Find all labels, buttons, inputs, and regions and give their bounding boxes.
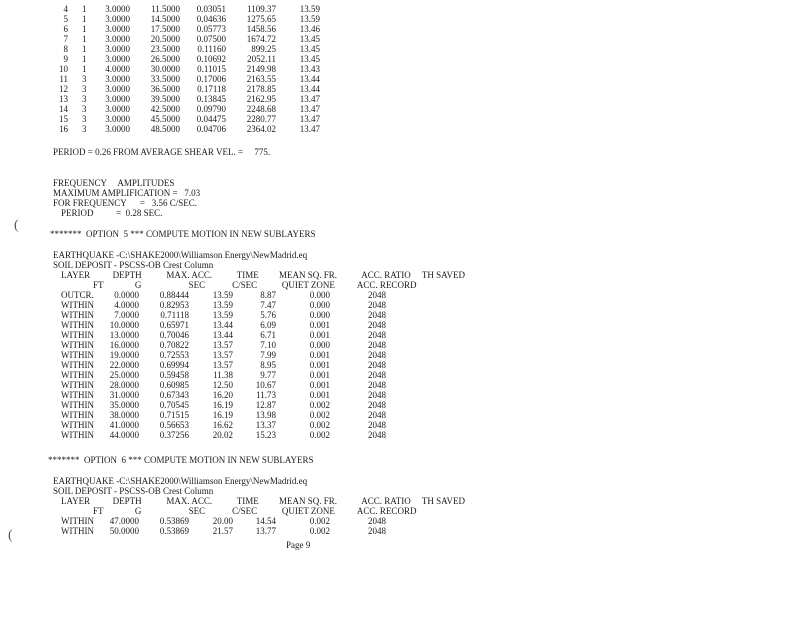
table-cell: WITHIN [61,360,94,370]
table-cell: WITHIN [61,400,94,410]
table-cell: 2048 [368,330,386,340]
table-row [0,340,800,350]
table-cell: WITHIN [61,430,94,440]
table-cell: 13.57 [212,360,233,370]
table-cell: 13.43 [299,64,320,74]
table-cell: 48.5000 [150,124,180,134]
table-cell: 7.47 [260,300,276,310]
table-cell: 44.0000 [109,430,139,440]
table-cell: 2048 [368,390,386,400]
table-cell: 13.46 [299,24,320,34]
table-cell: 0.001 [309,330,330,340]
table-cell: 21.57 [212,526,233,536]
table-cell: 11.5000 [151,4,180,14]
table-cell: 7 [63,34,68,44]
table-cell: 2048 [368,370,386,380]
table-cell: 0.17006 [196,74,226,84]
table-cell: 1 [82,64,87,74]
table-cell: 20.5000 [150,34,180,44]
table-cell: 2163.55 [246,74,276,84]
table-cell: WITHIN [61,320,94,330]
table-cell: 2048 [368,420,386,430]
table-cell: 16.20 [212,390,233,400]
table-cell: WITHIN [61,370,94,380]
table-row [0,310,800,320]
table-cell: 3 [82,74,87,84]
table-3-header-a: LAYER DEPTH MAX. ACC. TIME MEAN SQ. FR. ACC. RATIO TH SAVED [61,496,465,506]
table-cell: 6.71 [260,330,276,340]
table-cell: 3.0000 [105,24,130,34]
period-line: PERIOD = 0.26 FROM AVERAGE SHEAR VEL. = 775. [53,147,271,157]
table-cell: 13.47 [299,104,320,114]
table-row [0,24,800,34]
table-row [0,124,800,134]
table-row [0,370,800,380]
table-cell: 12.87 [255,400,276,410]
table-row [0,44,800,54]
table-cell: 1 [82,4,87,14]
table-cell: 16.62 [212,420,233,430]
table-cell: 4.0000 [105,64,130,74]
table-cell: 13.0000 [109,330,139,340]
table-cell: 17.5000 [150,24,180,34]
table-cell: 13.45 [299,34,320,44]
page-number: Page 9 [286,540,311,550]
table-cell: 0.71118 [160,310,189,320]
table-cell: 35.0000 [109,400,139,410]
table-cell: 9 [63,54,68,64]
table-cell: WITHIN [61,300,94,310]
table-cell: 0.04475 [196,114,226,124]
table-cell: 2248.68 [246,104,276,114]
table-cell: 13.57 [212,340,233,350]
table-cell: 1674.72 [246,34,276,44]
table-cell: 6 [63,24,68,34]
table-cell: 899.25 [251,44,276,54]
table-cell: 0.001 [309,360,330,370]
table-cell: 19.0000 [109,350,139,360]
table-cell: WITHIN [61,310,94,320]
table-row [0,14,800,24]
table-cell: 0.07500 [196,34,226,44]
table-cell: 2048 [368,526,386,536]
table-cell: WITHIN [61,516,94,526]
table-cell: 0.000 [309,290,330,300]
table-cell: 4.0000 [114,300,139,310]
table-cell: 13.47 [299,94,320,104]
table-cell: 0.04706 [196,124,226,134]
table-cell: 2048 [368,400,386,410]
table-cell: 3 [82,104,87,114]
table-cell: 7.99 [260,350,276,360]
table-cell: 14.5000 [150,14,180,24]
table-cell: 16.19 [212,410,233,420]
table-cell: 13.44 [212,320,233,330]
table-row [0,516,800,526]
table-cell: 0.000 [309,310,330,320]
soil-deposit-2: SOIL DEPOSIT - PSCSS-OB Crest Column [53,486,214,496]
option-6-line: ******* OPTION 6 *** COMPUTE MOTION IN NEW SUBLAYERS [48,455,314,465]
table-cell: 13.59 [299,14,320,24]
table-cell: WITHIN [61,380,94,390]
table-cell: 6.09 [260,320,276,330]
table-cell: 2364.02 [246,124,276,134]
table-row [0,54,800,64]
table-cell: 0.72553 [159,350,189,360]
table-cell: 0.11160 [197,44,226,54]
table-cell: 8.95 [260,360,276,370]
table-cell: 3.0000 [105,34,130,44]
table-cell: 0.001 [309,320,330,330]
table-cell: WITHIN [61,350,94,360]
table-cell: 8 [63,44,68,54]
table-cell: 26.5000 [150,54,180,64]
table-cell: 0.59458 [159,370,189,380]
table-cell: 3.0000 [105,4,130,14]
earthquake-file-2: EARTHQUAKE -C:\SHAKE2000\Williamson Energy\NewMadrid.eq [53,476,308,486]
table-cell: WITHIN [61,330,94,340]
table-row [0,300,800,310]
table-cell: 2048 [368,310,386,320]
table-cell: 12.50 [212,380,233,390]
table-cell: 20.02 [212,430,233,440]
table-row [0,350,800,360]
table-cell: 47.0000 [109,516,139,526]
table-cell: 2048 [368,350,386,360]
table-cell: 2052.11 [247,54,276,64]
table-cell: 0.56653 [159,420,189,430]
table-cell: 3 [82,94,87,104]
table-cell: 13.77 [255,526,276,536]
table-cell: 8.87 [260,290,276,300]
table-cell: 2048 [368,290,386,300]
table-cell: 2162.95 [246,94,276,104]
table-2-header-b: FT G SEC C/SEC QUIET ZONE ACC. RECORD [93,280,417,290]
table-cell: 22.0000 [109,360,139,370]
table-cell: 14.54 [255,516,276,526]
table-cell: 45.5000 [150,114,180,124]
table-cell: 3.0000 [105,84,130,94]
table-cell: 1458.56 [246,24,276,34]
table-cell: 0.70822 [159,340,189,350]
table-cell: 3 [82,114,87,124]
table-cell: 0.09790 [196,104,226,114]
table-cell: 0.000 [309,340,330,350]
table-cell: 2048 [368,516,386,526]
table-row [0,34,800,44]
table-cell: 13.98 [255,410,276,420]
table-cell: 13 [59,94,68,104]
table-cell: 25.0000 [109,370,139,380]
table-cell: 3.0000 [105,104,130,114]
table-row [0,410,800,420]
table-cell: 0.11015 [197,64,226,74]
table-row [0,526,800,536]
table-cell: 13.44 [299,74,320,84]
table-row [0,74,800,84]
table-cell: 15.23 [255,430,276,440]
table-cell: 3.0000 [105,54,130,64]
table-cell: 11 [59,74,68,84]
table-cell: 15 [59,114,68,124]
option-5-line: ******* OPTION 5 *** COMPUTE MOTION IN NEW SUBLAYERS [50,229,316,239]
table-cell: 14 [59,104,68,114]
table-row [0,320,800,330]
table-cell: 2048 [368,360,386,370]
table-cell: 0.53869 [159,516,189,526]
table-cell: WITHIN [61,340,94,350]
table-cell: 10 [59,64,68,74]
table-cell: 2280.77 [246,114,276,124]
period-seconds: PERIOD = 0.28 SEC. [61,208,163,218]
table-cell: 16.0000 [109,340,139,350]
table-cell: 0.001 [309,370,330,380]
table-cell: 0.69994 [159,360,189,370]
table-cell: 3.0000 [105,124,130,134]
frequency-header: FREQUENCY AMPLITUDES [53,178,175,188]
table-cell: 0.70545 [159,400,189,410]
table-cell: 0.03051 [196,4,226,14]
table-cell: 3.0000 [105,74,130,84]
table-cell: 11.73 [256,390,276,400]
table-cell: 0.37256 [159,430,189,440]
table-cell: 0.71515 [159,410,189,420]
table-cell: 0.001 [309,350,330,360]
table-cell: 3.0000 [105,94,130,104]
table-cell: 4 [63,4,68,14]
table-row [0,430,800,440]
table-cell: 0.13845 [196,94,226,104]
table-cell: 10.0000 [109,320,139,330]
table-row [0,104,800,114]
table-cell: 12 [59,84,68,94]
table-cell: 11.38 [213,370,233,380]
table-cell: 13.44 [212,330,233,340]
table-cell: 7.10 [260,340,276,350]
table-row [0,330,800,340]
table-cell: 13.37 [255,420,276,430]
table-cell: 23.5000 [150,44,180,54]
table-cell: OUTCR. [61,290,94,300]
table-cell: 20.00 [212,516,233,526]
max-amplification: MAXIMUM AMPLIFICATION = 7.03 [53,188,201,198]
table-cell: 1109.37 [247,4,276,14]
table-cell: 1 [82,14,87,24]
table-cell: 16 [59,124,68,134]
table-cell: 1 [82,54,87,64]
scan-mark: ( [14,218,19,233]
table-cell: WITHIN [61,526,94,536]
table-cell: 13.59 [212,310,233,320]
table-row [0,84,800,94]
table-cell: 0.002 [309,516,330,526]
table-cell: 13.47 [299,124,320,134]
table-cell: 0.05773 [196,24,226,34]
table-cell: 0.60985 [159,380,189,390]
table-cell: 5 [63,14,68,24]
table-cell: 28.0000 [109,380,139,390]
table-cell: 5.76 [260,310,276,320]
table-cell: 13.59 [299,4,320,14]
table-cell: WITHIN [61,390,94,400]
for-frequency: FOR FREQUENCY = 3.56 C/SEC. [53,198,198,208]
scan-mark: ( [8,528,13,543]
table-row [0,94,800,104]
table-cell: 3 [82,124,87,134]
table-cell: 13.59 [212,300,233,310]
table-cell: 13.59 [212,290,233,300]
table-cell: 0.53869 [159,526,189,536]
table-cell: 1 [82,24,87,34]
soil-deposit-1: SOIL DEPOSIT - PSCSS-OB Crest Column [53,260,214,270]
table-cell: WITHIN [61,410,94,420]
table-cell: 0.70046 [159,330,189,340]
table-cell: 3.0000 [105,44,130,54]
table-cell: 0.002 [309,430,330,440]
table-cell: 2048 [368,430,386,440]
table-cell: 0.002 [309,400,330,410]
table-cell: 41.0000 [109,420,139,430]
table-cell: 2178.85 [246,84,276,94]
table-cell: 0.65971 [159,320,189,330]
table-cell: 3 [82,84,87,94]
table-cell: WITHIN [61,420,94,430]
table-cell: 39.5000 [150,94,180,104]
table-row [0,114,800,124]
table-row [0,290,800,300]
table-cell: 0.002 [309,420,330,430]
table-cell: 50.0000 [109,526,139,536]
table-cell: 42.5000 [150,104,180,114]
table-cell: 1 [82,34,87,44]
table-cell: 13.45 [299,54,320,64]
table-3-header-b: FT G SEC C/SEC QUIET ZONE ACC. RECORD [93,506,417,516]
table-cell: 9.77 [260,370,276,380]
table-cell: 2048 [368,320,386,330]
table-cell: 0.002 [309,410,330,420]
table-row [0,380,800,390]
table-cell: 31.0000 [109,390,139,400]
table-cell: 7.0000 [114,310,139,320]
table-2-header-a: LAYER DEPTH MAX. ACC. TIME MEAN SQ. FR. ACC. RATIO TH SAVED [61,270,465,280]
table-cell: 13.45 [299,44,320,54]
table-cell: 0.0000 [114,290,139,300]
table-row [0,64,800,74]
table-cell: 3.0000 [105,14,130,24]
table-cell: 0.88444 [159,290,189,300]
table-cell: 0.10692 [196,54,226,64]
table-cell: 2048 [368,300,386,310]
table-cell: 2149.98 [246,64,276,74]
table-cell: 0.04636 [196,14,226,24]
table-cell: 1275.65 [246,14,276,24]
table-cell: 33.5000 [150,74,180,84]
table-cell: 0.001 [309,390,330,400]
table-cell: 0.001 [309,380,330,390]
table-cell: 2048 [368,380,386,390]
table-cell: 0.000 [309,300,330,310]
table-cell: 38.0000 [109,410,139,420]
table-cell: 1 [82,44,87,54]
table-cell: 0.67343 [159,390,189,400]
table-cell: 13.57 [212,350,233,360]
table-cell: 10.67 [255,380,276,390]
table-cell: 0.002 [309,526,330,536]
table-row [0,400,800,410]
table-row [0,420,800,430]
table-cell: 2048 [368,410,386,420]
table-row [0,390,800,400]
table-cell: 30.0000 [150,64,180,74]
table-cell: 3.0000 [105,114,130,124]
table-row [0,360,800,370]
table-cell: 2048 [368,340,386,350]
table-cell: 0.17118 [197,84,226,94]
table-cell: 13.47 [299,114,320,124]
table-cell: 0.82953 [159,300,189,310]
table-row [0,4,800,14]
table-cell: 36.5000 [150,84,180,94]
earthquake-file-1: EARTHQUAKE -C:\SHAKE2000\Williamson Energy\NewMadrid.eq [53,250,308,260]
table-cell: 16.19 [212,400,233,410]
table-cell: 13.44 [299,84,320,94]
